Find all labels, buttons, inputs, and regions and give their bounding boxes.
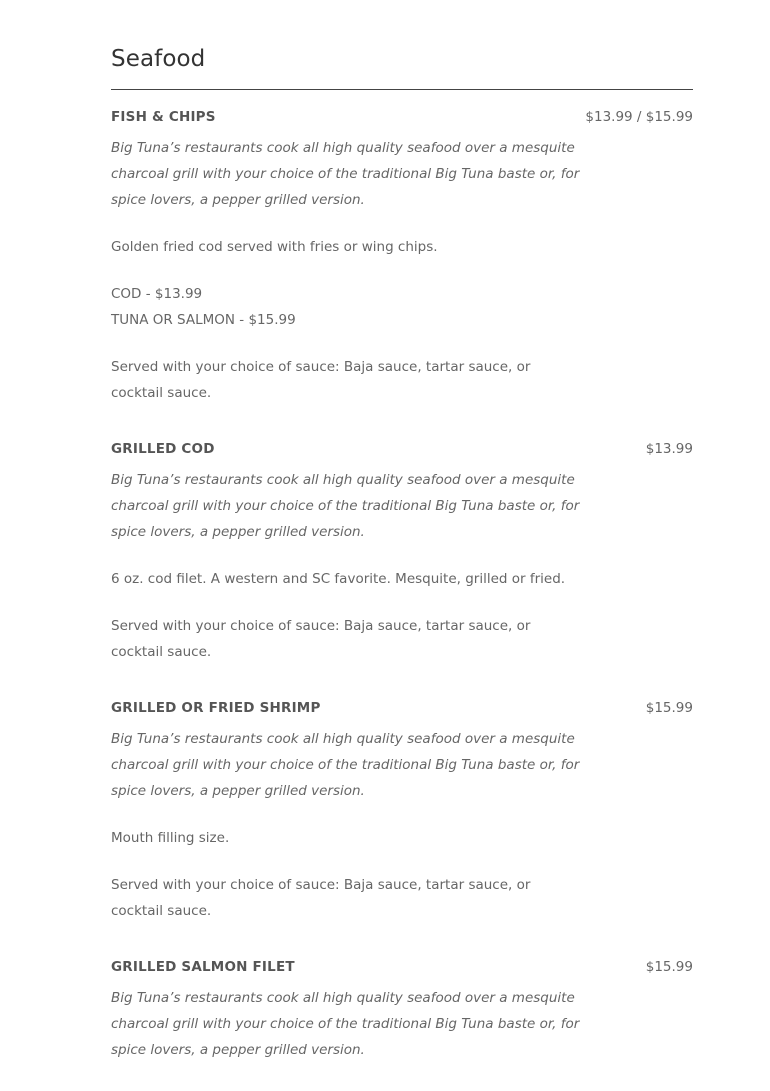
menu-item-description: Mouth filling size.	[111, 830, 230, 846]
menu-item-option: TUNA OR SALMON - $15.99	[111, 312, 296, 328]
menu-item-fish-and-chips	[111, 106, 693, 406]
menu-item-price: $13.99 / $15.99	[585, 109, 693, 125]
menu-item-grilled-salmon-filet	[111, 956, 693, 1063]
menu-item-grilled-or-fried-shrimp	[111, 697, 693, 924]
menu-item-description: 6 oz. cod filet. A western and SC favorite. Mesquite, grilled or fried.	[111, 571, 566, 587]
menu-item-name: GRILLED SALMON FILET	[111, 959, 295, 975]
menu-item-price: $13.99	[645, 441, 693, 457]
menu-item-intro: Big Tuna’s restaurants cook all high quality seafood over a mesquite charcoal grill with your choice of the traditional Big Tuna baste or, for spice lovers, a pepper grilled version.	[111, 731, 580, 799]
menu-item-sauce: Served with your choice of sauce: Baja sauce, tartar sauce, or cocktail sauce.	[111, 877, 531, 919]
menu-item-sauce: Served with your choice of sauce: Baja sauce, tartar sauce, or cocktail sauce.	[111, 618, 531, 660]
menu-item-option: COD - $13.99	[111, 286, 203, 302]
menu-item-price: $15.99	[645, 959, 693, 975]
menu-item-body	[111, 467, 581, 665]
menu-item-body	[111, 985, 581, 1063]
section-divider	[111, 89, 693, 90]
menu-item-body	[111, 726, 581, 924]
menu-item-intro: Big Tuna’s restaurants cook all high quality seafood over a mesquite charcoal grill with your choice of the traditional Big Tuna baste or, for spice lovers, a pepper grilled version.	[111, 990, 580, 1058]
menu-item-header	[111, 106, 693, 128]
menu-item-intro: Big Tuna’s restaurants cook all high quality seafood over a mesquite charcoal grill with your choice of the traditional Big Tuna baste or, for spice lovers, a pepper grilled version.	[111, 140, 580, 208]
menu-item-header	[111, 697, 693, 719]
menu-item-header	[111, 438, 693, 460]
menu-item-name: FISH & CHIPS	[111, 109, 216, 125]
menu-item-intro: Big Tuna’s restaurants cook all high quality seafood over a mesquite charcoal grill with your choice of the traditional Big Tuna baste or, for spice lovers, a pepper grilled version.	[111, 472, 580, 540]
section-title: Seafood	[111, 46, 206, 72]
menu-item-body	[111, 135, 581, 406]
menu-item-description: Golden fried cod served with fries or wing chips.	[111, 239, 438, 255]
menu-item-header	[111, 956, 693, 978]
menu-item-name: GRILLED OR FRIED SHRIMP	[111, 700, 321, 716]
menu-item-price: $15.99	[645, 700, 693, 716]
menu-item-name: GRILLED COD	[111, 441, 215, 457]
menu-item-sauce: Served with your choice of sauce: Baja sauce, tartar sauce, or cocktail sauce.	[111, 359, 531, 401]
menu-item-grilled-cod	[111, 438, 693, 665]
